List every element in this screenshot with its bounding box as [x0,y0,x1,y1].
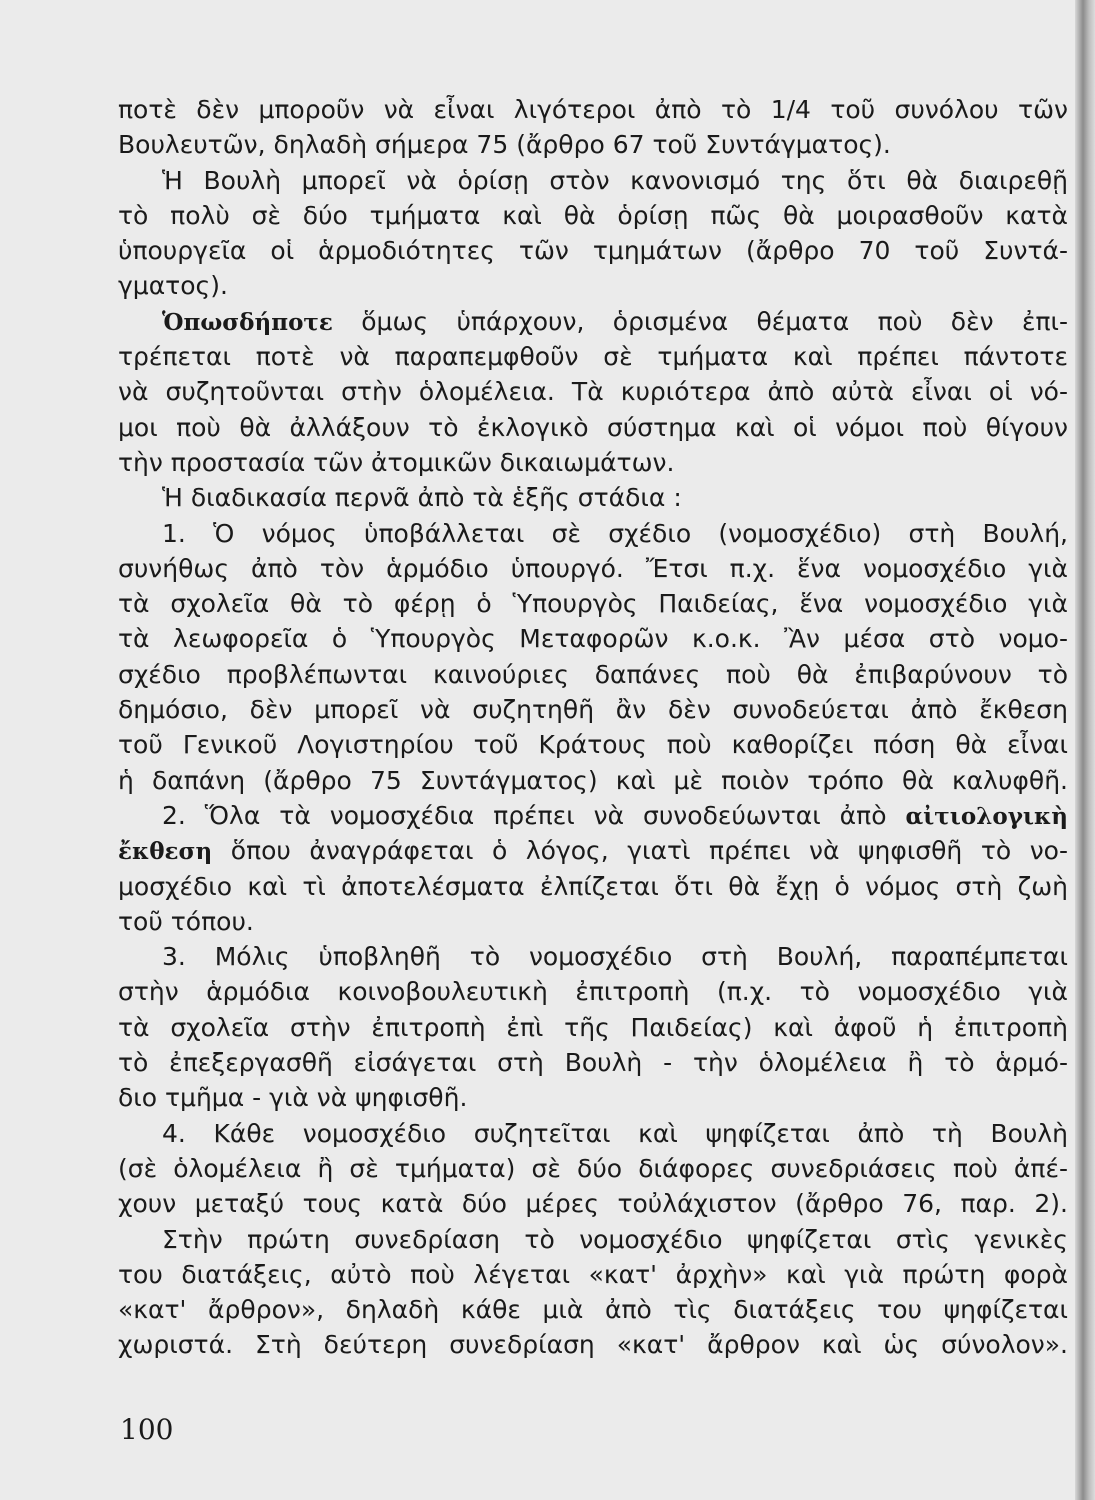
text-line: στὴν ἁρμόδια κοινοβουλευτικὴ ἐπιτροπὴ (π.χ. τὸ νομοσχέδιο γιὰ [118,977,1068,1007]
text-line [118,798,1068,833]
text-line: 4. Κάθε νομοσχέδιο συζητεῖται καὶ ψηφίζεται ἀπὸ τὴ Βουλὴ [162,1118,1068,1148]
text-line: τὰ σχολεῖα στὴν ἐπιτροπὴ ἐπὶ τῆς Παιδείας) καὶ ἀφοῦ ἡ ἐπιτροπὴ [118,1012,1068,1042]
emphasis-word: ἔκθεση [118,838,213,866]
text-line: σχέδιο προβλέπωνται καινούριες δαπάνες ποὺ θὰ ἐπιβαρύνουν τὸ [118,659,1068,689]
text-line: (σὲ ὁλομέλεια ἢ σὲ τμήματα) σὲ δύο διάφορες συνεδριάσεις ποὺ ἀπέ- [118,1153,1068,1183]
text-line: χωριστά. Στὴ δεύτερη συνεδρίαση «κατ' ἄρθρον καὶ ὡς σύνολον». [118,1330,1068,1360]
text-line: ἡ δαπάνη (ἄρθρο 75 Συντάγματος) καὶ μὲ ποιὸν τρόπο θὰ καλυφθῆ. [118,765,1068,795]
body-text [118,92,1068,1363]
text-line: 3. Μόλις ὑποβληθῆ τὸ νομοσχέδιο στὴ Βουλή, παραπέμπεται [162,942,1068,972]
text-line: τὸ ἐπεξεργασθῆ εἰσάγεται στὴ Βουλὴ - τὴν ὁλομέλεια ἢ τὸ ἁρμό- [118,1048,1068,1078]
text-span: 2. Ὅλα τὰ νομοσχέδια πρέπει νὰ συνοδεύωνται ἀπὸ [162,800,906,830]
text-line: τὰ σχολεῖα θὰ τὸ φέρῃ ὁ Ὑπουργὸς Παιδείας, ἕνα νομοσχέδιο γιὰ [118,589,1068,619]
text-line: του διατάξεις, αὐτὸ ποὺ λέγεται «κατ' ἀρχὴν» καὶ γιὰ πρώτη φορὰ [118,1259,1068,1289]
text-line: Ἡ Βουλὴ μπορεῖ νὰ ὁρίσῃ στὸν κανονισμό της ὅτι θὰ διαιρεθῇ [162,165,1068,195]
text-line: χουν μεταξύ τους κατὰ δύο μέρες τοὐλάχιστον (ἄρθρο 76, παρ. 2). [118,1189,1068,1219]
text-line: Βουλευτῶν, δηλαδὴ σήμερα 75 (ἄρθρο 67 τοῦ Συντάγματος). [118,130,891,160]
text-line: τὴν προστασία τῶν ἀτομικῶν δικαιωμάτων. [118,447,675,477]
emphasis-word: αἰτιολογικὴ [905,802,1068,830]
text-line: τοῦ Γενικοῦ Λογιστηρίου τοῦ Κράτους ποὺ καθορίζει πόση θὰ εἶναι [118,730,1068,760]
text-span: ὅπου ἀναγράφεται ὁ λόγος, γιατὶ πρέπει νὰ ψηφισθῆ τὸ νο- [212,836,1068,866]
text-line: τρέπεται ποτὲ νὰ παραπεμφθοῦν σὲ τμήματα καὶ πρέπει πάντοτε [118,342,1068,372]
text-line: «κατ' ἄρθρον», δηλαδὴ κάθε μιὰ ἀπὸ τὶς διατάξεις του ψηφίζεται [118,1295,1068,1325]
text-line: δημόσιο, δὲν μπορεῖ νὰ συζητηθῆ ἂν δὲν συνοδεύεται ἀπὸ ἔκθεση [118,695,1068,725]
text-line [118,833,1068,868]
text-line: νὰ συζητοῦνται στὴν ὁλομέλεια. Τὰ κυριότερα ἀπὸ αὐτὰ εἶναι οἱ νό- [118,377,1068,407]
text-span: ὅμως ὑπάρχουν, ὁρισμένα θέματα ποὺ δὲν ἐπι- [332,306,1068,336]
text-line: ὑπουργεῖα οἱ ἁρμοδιότητες τῶν τμημάτων (ἄρθρο 70 τοῦ Συντά- [118,236,1068,266]
emphasis-word: Ὁπωσδήποτε [162,308,333,336]
text-line: μοσχέδιο καὶ τὶ ἀποτελέσματα ἐλπίζεται ὅτι θὰ ἔχῃ ὁ νόμος στὴ ζωὴ [118,871,1068,901]
text-line [118,304,1068,339]
text-line: 1. Ὁ νόμος ὑποβάλλεται σὲ σχέδιο (νομοσχέδιο) στὴ Βουλή, [162,518,1068,548]
page-number: 100 [120,1413,174,1446]
text-line: τοῦ τόπου. [118,906,254,936]
text-line: ποτὲ δὲν μποροῦν νὰ εἶναι λιγότεροι ἀπὸ τὸ 1/4 τοῦ συνόλου τῶν [118,95,1068,124]
text-line: τὸ πολὺ σὲ δύο τμήματα καὶ θὰ ὁρίσῃ πῶς θὰ μοιρασθοῦν κατὰ [118,200,1068,230]
text-line: γματος). [118,271,228,301]
book-binding-edge [1075,0,1095,1500]
text-line: Στὴν πρώτη συνεδρίαση τὸ νομοσχέδιο ψηφίζεται στὶς γενικὲς [162,1224,1068,1254]
text-line: μοι ποὺ θὰ ἀλλάξουν τὸ ἐκλογικὸ σύστημα καὶ οἱ νόμοι ποὺ θίγουν [118,412,1068,442]
text-line: διο τμῆμα - γιὰ νὰ ψηφισθῆ. [118,1083,468,1113]
text-line: συνήθως ἀπὸ τὸν ἁρμόδιο ὑπουργό. Ἔτσι π.χ. ἕνα νομοσχέδιο γιὰ [118,553,1068,583]
text-line: τὰ λεωφορεῖα ὁ Ὑπουργὸς Μεταφορῶν κ.ο.κ. Ἂν μέσα στὸ νομο- [118,624,1068,654]
text-line: Ἡ διαδικασία περνᾶ ἀπὸ τὰ ἑξῆς στάδια : [162,483,682,513]
